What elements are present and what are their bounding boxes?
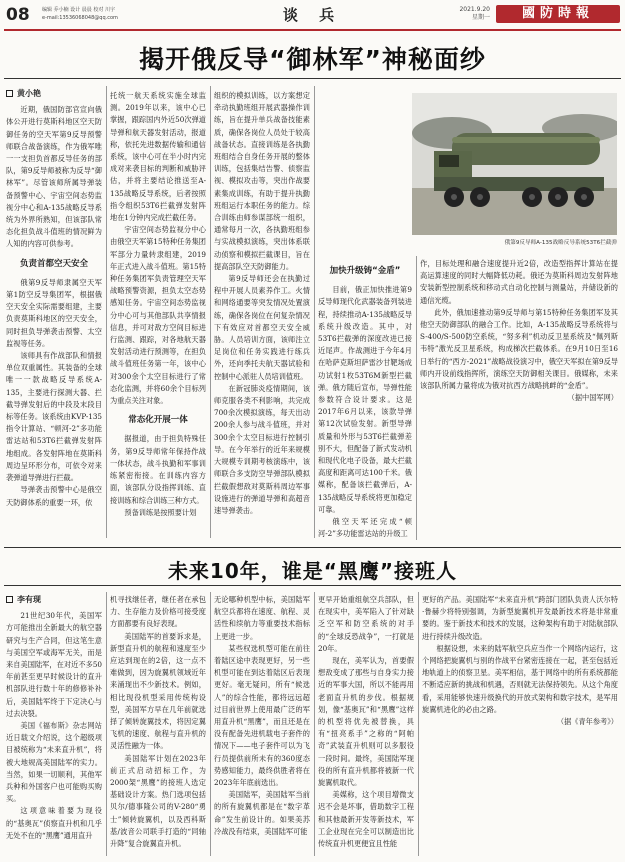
paragraph: 21世纪30年代，美国军方可能推出全新最大的航空器研究与生产合同，但这笔生意与美国空军或海军无关，而是来自美国陆军，在对近不多50年前甚至更早时候设计的直升机部队进行数十年的修修补补后，美国陆军终于下定决心与过去决裂。 bbox=[6, 611, 102, 718]
subheading: 加快升级铸“金盾” bbox=[329, 266, 401, 276]
issue-date bbox=[452, 6, 490, 22]
paragraph: 导弹袭击预警中心是俄空天防御体系的重要一环，依 bbox=[6, 485, 102, 507]
article-source: （据中国军网） bbox=[567, 393, 618, 403]
paragraph: 宇宙空间态势监视分中心由俄空天军第15特种任务集团军部分力量转隶组建，2019年正式进入战斗值班。第15特种任务集团军负责管理空天军战略预警资源，担负太空态势感知任务。宇宙空间态势监视分中心可与其他部队共享情报信息，并可对敌方空间目标进行监测、跟踪，对各地航天器发射活动进行预测等，在担负战斗值班任务第一年，该中心对300余个太空目标进行了常态化监测，并将60余个目标列为重点关注对象。 bbox=[110, 225, 206, 406]
article-divider bbox=[4, 547, 621, 548]
credits-line: 编辑 乔小楠 设计 晨晨 校对 川宇 bbox=[42, 7, 115, 13]
column-separator bbox=[416, 256, 417, 540]
paragraph: 机寻找继任者，继任者在承包力、生存能力及价格可接受度方面都要有良好表现。 bbox=[110, 595, 206, 629]
subheading: 负责首都空天安全 bbox=[19, 258, 88, 269]
paragraph: 托统一航天系统实施全球监测。2019年以来，该中心已掌握，跟踪国内外近50次弹道导弹和航天器发射活动，报道称，依托先进数据传输和通信系统，该中心可在半小时内完成对来袭目标的判断和威胁评估，并将主要结论推送至A-135战略反导系统，后者按照指令组织53T6拦截弹发射阵地在1分钟内完成拦截任务。 bbox=[110, 91, 206, 223]
section-title: 谈 兵 bbox=[282, 6, 343, 24]
paragraph: 俄空天军还完成“顿河-2”多功能雷达站的升级工 bbox=[318, 517, 412, 539]
paragraph: 在新冠肺炎疫情期间，该师克服各类不利影响，共完成700余次模拟演练，每天出动200余人参与战斗值班，并对300余个太空目标进行控制引导。在今年举行的近年来规模大规模专训期考核演练中，该师联合多支防空导弹部队模拟拦截假想敌对莫斯科周边军事设施进行的弹道导弹和高超音速导弹袭击。 bbox=[214, 383, 310, 515]
article2-column-2 bbox=[110, 594, 206, 858]
paragraph: 更好的产品。美国陆军“未来直升机”跨部门团队负责人沃尔特·鲁赫少将特别强调，为新型旋翼机开发最新技术将是非常重要的。鉴于新技术和技术的发展，这种架构有助于对陆航部队进行持续升级改造。 bbox=[422, 595, 618, 641]
paragraph: 无论哪种机型中标，美国陆军航空兵都将在速度、航程、灵活性和续航力等重要技术指标上更进一步。 bbox=[214, 595, 310, 641]
headline-divider bbox=[4, 78, 621, 79]
article2-byline bbox=[6, 594, 102, 606]
byline-square-icon bbox=[6, 90, 13, 97]
article1-column-2 bbox=[110, 90, 206, 542]
masthead bbox=[0, 0, 625, 30]
subheading: 常态化开展一体 bbox=[128, 415, 188, 426]
paragraph: 美国陆军计划在2023年前正式启动招标工作，为2000架“黑鹰”的接班人选定基础设计方案。热门选项包括贝尔/德事隆公司的V-280“勇士”倾转旋翼机，以及西科斯基/波音公司联手打造的“同轴升降”复合旋翼直升机。 bbox=[110, 753, 206, 849]
article1-column-5 bbox=[420, 258, 618, 542]
newspaper-logo: 國防時報 bbox=[496, 5, 620, 23]
column-separator bbox=[210, 86, 211, 538]
paragraph: 美媒称，这个项目增微支迟不会是坏事，借助数字工程和其他最新开发等新技术，军工企业现在完全可以制造出比传统直升机更便宜且性能 bbox=[318, 790, 414, 849]
paragraph: 美国《福布斯》杂志网站近日载文介绍说，这个超级项目被统称为“未来直升机”，将被大地规高美国陆军的实力。当然，如果一切顺利，其他军兵种和外国客户也可能购买购买。 bbox=[6, 721, 102, 804]
paragraph: 这项意味着要为现役的“基奥瓦”侦察直升机和几乎无处不在的“黑鹰”通用直升 bbox=[6, 806, 102, 840]
missile-truck-image bbox=[412, 93, 617, 235]
column-separator bbox=[314, 592, 315, 856]
column-separator bbox=[418, 592, 419, 856]
column-separator bbox=[106, 86, 107, 538]
paragraph: 据报道，由于担负特殊任务，第9反导师常年保持作战一体状态，战斗执勤和军事训练紧密衔接。在训练内容方面，该部队分设指挥训练、直接训练和综合训练三种方式。 bbox=[110, 434, 206, 505]
headline-divider bbox=[4, 585, 621, 586]
paragraph: 预备训练是按照要计划 bbox=[124, 507, 197, 517]
page-number: 08 bbox=[6, 5, 30, 25]
paragraph: 现在，美军认为，首要假想敌变成了那些与自身实力接近的军事大国，所以不能再用老面直升机的步伐。根据规划，像“基奥瓦”和“黑鹰”这样的机型将优先被替换，具有“扭亮系手”之称的“阿帕奇”武装直升机则可以多服役一段时间。最终，美国陆军现役的所有直升机都将被新一代旋翼机取代。 bbox=[318, 656, 414, 788]
article2-column-1 bbox=[6, 590, 102, 858]
article2-headline: 未来10年，谁是“黑鹰”接班人 bbox=[167, 559, 458, 583]
paragraph: 美国陆军的首要诉求是，新型直升机的航程和速度至少应达到现在的2倍，这一点不难做到，因为旋翼机领域近年来涌现出不少新技术。例如，相比现役机型采用传统构设型，美国军方早在几年前就选择了倾转旋翼技术，将因定翼飞机的速度、航程与直升机的灵活性融为一体。 bbox=[110, 631, 206, 751]
photo-caption: 俄第9反导师A-135战略反导系统53T6拦截弹 bbox=[504, 240, 617, 246]
article2-column-4 bbox=[318, 594, 414, 858]
article-source: （据《青年参考》） bbox=[556, 717, 618, 727]
byline-name: 李有现 bbox=[17, 595, 41, 604]
paragraph: 此外，俄加速推动第9反导师与第15特种任务集团军及其他空天防御部队的融合工作。比如，A-135战略反导系统将与S-400/S-500防空系统，“努多利”机动反卫星系统及“佩列斯韦特”激光反卫星系统，构成梯次拦截体系。在9月10日至16日举行的“西方-2021”战略战役演习中，俄空天军拟在第9反导师内开设前线指挥所，演练空天防御相关课目。俄媒称，未来该部队所属力量将成为俄对抗西方战略挑衅的“金盾”。 bbox=[420, 307, 618, 391]
byline-name: 黄小艳 bbox=[17, 89, 41, 98]
article1-column-1 bbox=[6, 84, 102, 542]
date: 2021.9.20 bbox=[459, 6, 490, 13]
masthead-rule bbox=[4, 29, 621, 31]
paragraph: 组织的模拟训练，以方案想定牵动执勤班组开展武器操作训练，旨在提升单兵战备技能素质，确保各岗位人员处于较高战备状态。直接训练是各执勤班组结合自身任务开展的整体训练，包括集结告警、侦察监视、模拟攻击等，突出作战要素集成训练，有助于提升执勤班组运行本职任务的能力。综合训练由师参谋部统一组织，通常每月一次，各执勤班组参与实战模拟演练，突出体系联动侦察和模拟拦截课目，旨在提高部队空天防御能力。 bbox=[214, 91, 310, 271]
paragraph: 近期，俄国防部官宣向俄体公开进行莫斯科地区空天防御任务的空天军第9反导预警师联合战备演练，作为俄军唯一一支担负首都反导任务的部队，第9反导师被称为反导“御林军”。尽管该师所属导弹装备预警中心、宇宙空间态势监视分中心和A-135战略反导系统为外界所熟知，但该部队常态化担负战斗值班的情况鲜为人知的内容可供参考。 bbox=[6, 105, 102, 249]
article2-column-3 bbox=[214, 594, 310, 858]
paragraph: 更早开始重组航空兵部队，但在现实中，美军陷入了针对缺乏空军和防空系统的对手的“全球反恐战争”，一打就是20年。 bbox=[318, 595, 414, 653]
article1-headline: 揭开俄反导“御林军”神秘面纱 bbox=[139, 45, 486, 74]
article1-column-3 bbox=[214, 90, 310, 542]
article1-byline bbox=[6, 88, 102, 100]
missile-launcher-photo bbox=[412, 93, 617, 235]
paragraph: 第9反导师还会在执勤过程中开展人员素养作工。火情和网络通要等突发情况处置演练，确保各岗位在何复杂情况下有效应对首都空天安全威胁。人员培训方面，该师注立足岗位和任务实践进行练兵外，还向季托夫航天器试验和控制中心派驻人员培训值班。 bbox=[214, 274, 310, 381]
paragraph: 俄第9反导师隶属空天军第1防空反导集团军，根据俄空天安全实际需要组建，主要负责莫斯科地区的空天安全，同时担负导弹袭击预警、太空监视等任务。 bbox=[6, 277, 102, 348]
paragraph: 作，目标处理和融合速度提升近2倍，改造型指挥计算站在提高运算速度的同时大幅降低功耗。俄还为莫斯科周边发射阵地安装新型控制系统和移动式自动化控制与测量站，并储设新的通信光缆。 bbox=[420, 259, 618, 305]
paragraph: 该师具有作战部队和情报单位双重属性。其装备的全球唯一一款战略反导系统A-135，主要进行探测大器、拦截导弹发射后的中段及末段目标等任务。该系统由KVP-135指令计算站、“顿河-2”多功能雷达站和53T6拦截弹发射阵地组成。各发射阵地在莫斯科周边呈环形分布，可依令对来袭弹道导弹进行拦截。 bbox=[6, 351, 102, 483]
column-separator bbox=[314, 86, 315, 538]
paragraph: 某些权选机型可能在前往着陆区途中表现更好，另一些机型可能在到达着陆区后表现更好。毫无疑问，所有“候选人”的综合性能，都将远远超过目前世界上使用最广泛的军用直升机“黑鹰”，而且还是在没有配备先进机载电子套件的情况下——电子套件可以为飞行员提供前所未有的360度态势感知能力，最终供胜者将在2023年年底前选出。 bbox=[214, 643, 310, 788]
article1-column-4 bbox=[318, 258, 412, 542]
column-separator bbox=[106, 592, 107, 856]
paragraph: 根据设想，未来的陆军航空兵应当作一个网络内运行，这个网络把旋翼机与别的作战平台紧密连接在一起，甚至包括近地轨道上的侦察卫星。美军相信，基于网络中的所有系统都能不断适应新的挑战和机遇，否则就无法保持领先。从这个角度看，采用能够快速升级换代的开放式架构和数字技术，是军用旋翼机进化的必由之路。 bbox=[422, 643, 618, 714]
paragraph: 美国陆军，美国陆军当前的所有旋翼机都是在“数字革命”发生前设计的。如果美苏冷战没有结束，美国陆军可能 bbox=[214, 790, 310, 836]
column-separator bbox=[210, 592, 211, 856]
byline-square-icon bbox=[6, 596, 13, 603]
article2-column-5 bbox=[422, 594, 618, 858]
paragraph: 目前，俄正加快推进第9反导师现代化武器装备列装进程，持续推动A-135战略反导系统升级改造。其中，对53T6拦截弹的深度改进已接近尾声。作战测进于今年4月在哈萨克斯坦萨雷沙甘靶场成功试射1枚53T6M新型拦截弹。俄方随后宣布，导弹性能参数符合设计要求。这是2017年6月以来，该款导弹第12次试验发射。新型导弹质量和外形与53T6拦截弹差别不大，但配备了新式发动机和现代化电子设备，最大拦截高度和距离可达100千米。俄媒称，配备该拦截弹后，A-135战略反导系统将更加稳定可靠。 bbox=[318, 285, 412, 514]
email-line: e-mail:13536068048@qq.com bbox=[42, 15, 118, 21]
weekday: 星期一 bbox=[471, 14, 490, 21]
